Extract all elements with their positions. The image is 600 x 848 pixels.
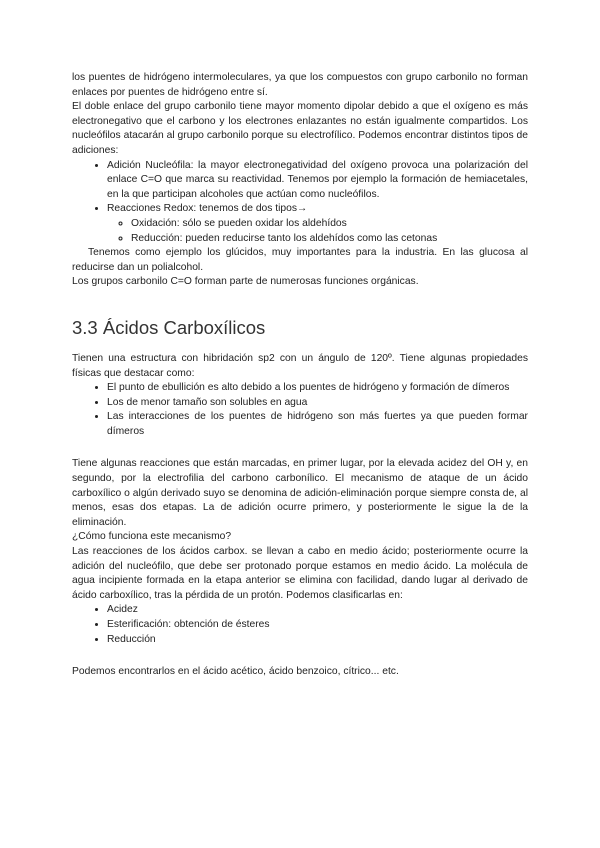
list-item: • Esterificación: obtención de ésteres (107, 618, 528, 633)
intro-paragraph-1: los puentes de hidrógeno intermoleculares, ya que los compuestos con grupo carbonilo no forman enlaces por puentes de hidrógeno entre sí. (72, 72, 528, 98)
list-item: • Los de menor tamaño son solubles en agua (107, 396, 528, 411)
reaction-types-list (72, 603, 528, 647)
section-paragraph-1: Tienen una estructura con hibridación sp2 con un ángulo de 120º. Tiene algunas propiedades físicas que destacar como: (72, 352, 528, 379)
intro-paragraph-3: Tenemos como ejemplo los glúcidos, muy importantes para la industria. En las glucosa al reducirse dan un polialcohol. (72, 247, 528, 273)
addition-types-list (72, 159, 528, 247)
section-question: ¿Cómo funciona este mecanismo? (72, 531, 232, 543)
list-item (107, 202, 528, 246)
section-heading: 3.3 Ácidos Carboxílicos (72, 316, 266, 338)
section-paragraph-4: Podemos encontrarlos en el ácido acético, ácido benzoico, cítrico... etc. (72, 666, 399, 678)
redox-sublist (107, 217, 528, 246)
section-paragraph-3: Las reacciones de los ácidos carbox. se llevan a cabo en medio ácido; posteriormente ocurre la adición del nucleófilo, que debe ser protonado porque estamos en medio ácido. La molécula de agua incipiente formada en la etapa anterior se elimina con facilidad, dando lugar al derivado de ácido carboxílico, tras la pérdida de un protón. Podemos clasificarlas en: (72, 546, 528, 601)
sublist-item: ◦ Reducción: pueden reducirse tanto los aldehídos como las cetonas (131, 232, 528, 247)
list-item: • Las interacciones de los puentes de hidrógeno son más fuertes ya que pueden formar dímeros (107, 410, 528, 439)
intro-paragraph-4: Los grupos carbonilo C=O forman parte de numerosas funciones orgánicas. (72, 276, 419, 288)
spacer (72, 439, 528, 457)
list-item: • Adición Nucleófila: la mayor electronegatividad del oxígeno provoca una polarización del enlace C=O que marca su reactividad. Tenemos por ejemplo la formación de hemiacetales, en la que participan alcoholes que actúan como nucleófilos. (107, 159, 528, 203)
intro-paragraph-2: El doble enlace del grupo carbonilo tiene mayor momento dipolar debido a que el oxígeno es más electronegativo que el carbono y los electrones enlazantes no están igualmente compartidos. Los nucleófilos atacarán al grupo carbonilo porque su electrofílico. Podemos encontrar distintos tipos de adiciones: (72, 101, 528, 156)
section-paragraph-2: Tiene algunas reacciones que están marcadas, en primer lugar, por la elevada acidez del OH y, en segundo, por la electrofilia del carbono carbonílico. El mecanismo de ataque de un ácido carboxílico o algún derivado suyo se denomina de adición-eliminación porque siempre consta de, al menos, esas dos etapas. La de adición ocurre primero, y posteriormente le sigue la de la eliminación. (72, 458, 528, 528)
page-content (72, 71, 528, 680)
list-item: • Acidez (107, 603, 528, 618)
spacer (72, 647, 528, 665)
properties-list (72, 381, 528, 439)
list-item: • El punto de ebullición es alto debido a los puentes de hidrógeno y formación de dímeros (107, 381, 528, 396)
list-item: • Reducción (107, 633, 528, 648)
list-item-text: Reacciones Redox: tenemos de dos tipos→ (107, 203, 308, 215)
sublist-item: ◦ Oxidación: sólo se pueden oxidar los aldehídos (131, 217, 528, 232)
